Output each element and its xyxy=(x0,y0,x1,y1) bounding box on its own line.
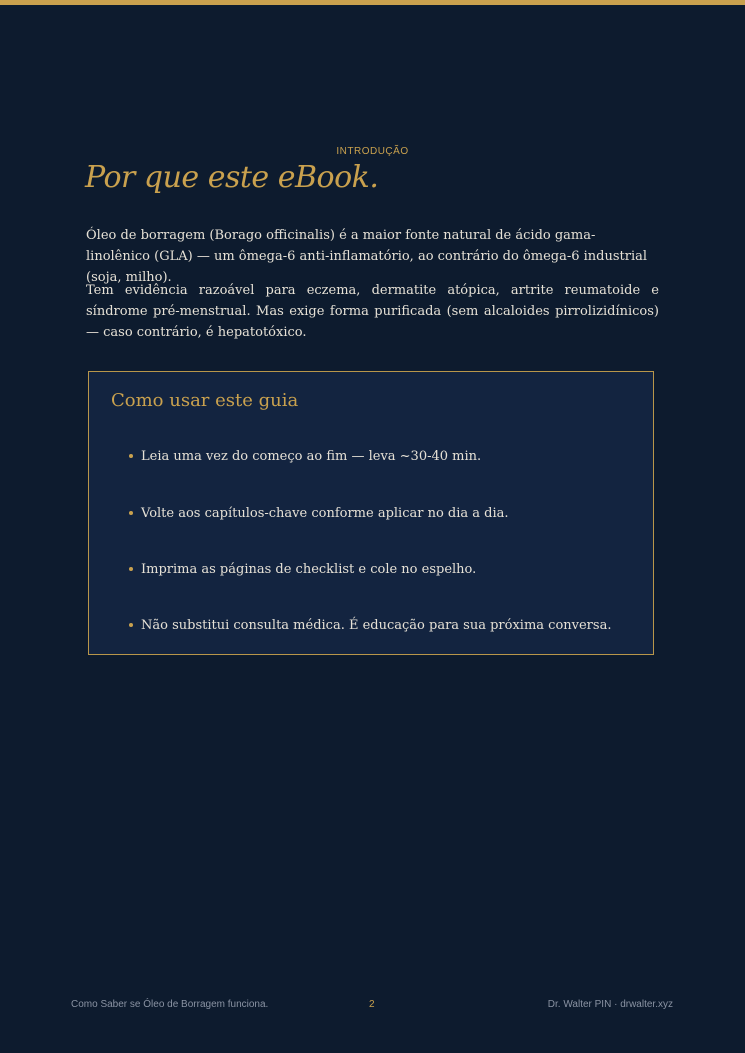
guide-list-item xyxy=(129,562,476,577)
guide-list-item xyxy=(129,449,481,464)
intro-paragraph-2: Tem evidência razoável para eczema, dermatite atópica, artrite reumatoide e síndrome pré-menstrual. Mas exige forma purificada (sem alcaloides pirrolizidínicos) — caso contrário, é hepatotóxico. xyxy=(86,283,659,340)
footer-author: Dr. Walter PIN · drwalter.xyz xyxy=(547,999,673,1010)
page-title: Por que este eBook. xyxy=(85,160,379,195)
intro-paragraph-1: Óleo de borragem (Borago officinalis) é a maior fonte natural de ácido gama-linolênico (GLA) — um ômega-6 anti-inflamatório, ao contrário do ômega-6 industrial (soja, milho). xyxy=(86,228,648,285)
bullet-icon xyxy=(129,454,133,458)
guide-item-text: Imprima as páginas de checklist e cole no espelho. xyxy=(141,562,477,577)
guide-box xyxy=(88,371,654,655)
top-accent-bar xyxy=(0,0,745,5)
bullet-icon xyxy=(129,511,133,515)
footer-book-title: Como Saber se Óleo de Borragem funciona. xyxy=(71,999,269,1010)
guide-list-item xyxy=(129,506,509,521)
guide-item-text: Leia uma vez do começo ao fim — leva ~30-40 min. xyxy=(141,449,482,464)
bullet-icon xyxy=(129,567,133,571)
guide-title: Como usar este guia xyxy=(111,390,299,411)
section-eyebrow: INTRODUÇÃO xyxy=(336,146,409,157)
footer-page-number: 2 xyxy=(369,999,375,1010)
bullet-icon xyxy=(129,623,133,627)
guide-item-text: Não substitui consulta médica. É educação para sua próxima conversa. xyxy=(141,618,612,633)
guide-list-item xyxy=(129,618,611,633)
guide-item-text: Volte aos capítulos-chave conforme aplicar no dia a dia. xyxy=(141,506,509,521)
